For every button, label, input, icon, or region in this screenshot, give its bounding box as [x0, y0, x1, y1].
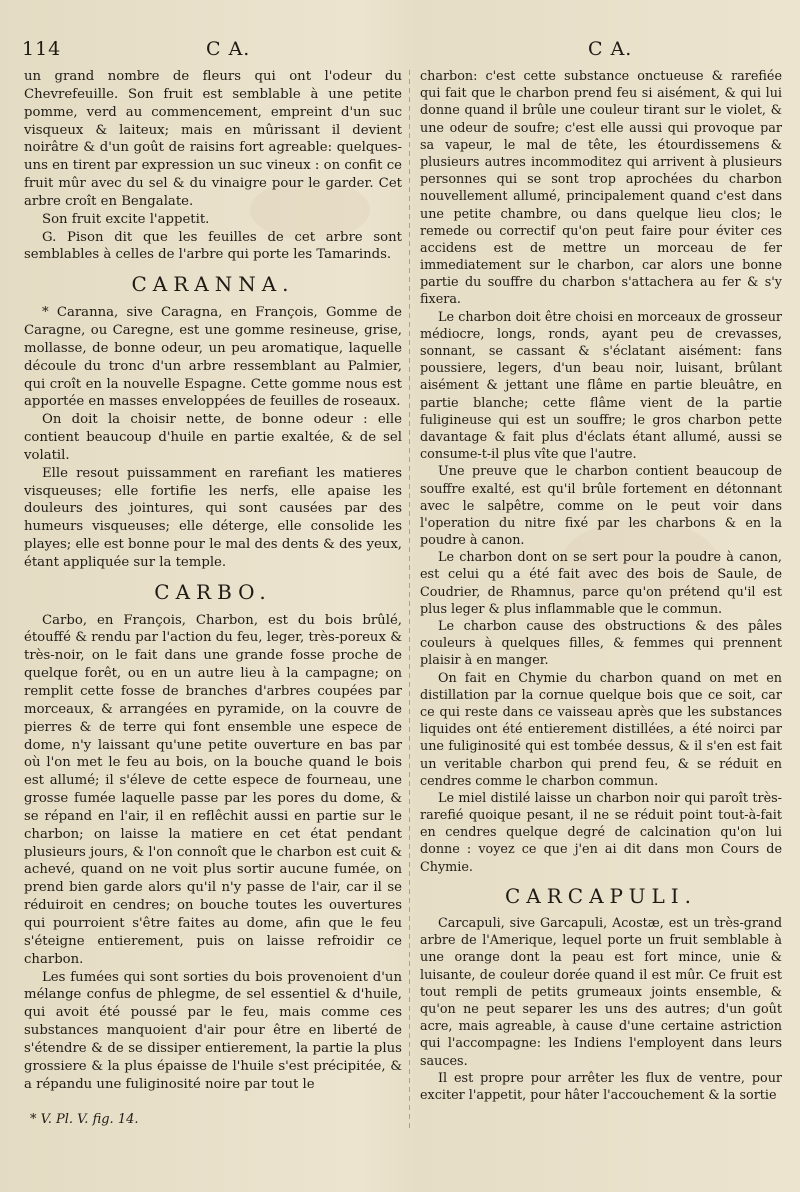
paragraph: Le miel distilé laisse un charbon noir qui paroît très-rarefié quoique pesant, il ne se réduit point tout-à-fait en cendres quelque degré de calcination qu'on lui donne : voyez ce que j'en ai dit dans mon Cours de Chymie. [420, 790, 782, 875]
paragraph: Carbo, en François, Charbon, est du bois brûlé, étouffé & rendu par l'action du feu, leger, très-poreux & très-noir, on le fait dans une grande fosse proche de quelque forêt, ou en un autre lieu à la campagne; on remplit cette fosse de branches d'arbres coupées par morceaux, & arrangées en pyramide, on la couvre de pierres & de terre qui font ensemble une espece de dome, n'y laissant qu'une petite ouverture en bas par où l'on met le feu au bois, on la bouche quand le bois est allumé; il s'éleve de cette espece de fourneau, une grosse fumée laquelle passe par les pores du dome, & se répand en l'air, il en reflêchit aussi en partie sur le charbon; on laisse la matiere en cet état pendant plusieurs jours, & l'on connoît que le charbon est cuit & achevé, quand on ne voit plus sortir aucune fumée, on prend bien garde alors qu'il n'y passe de l'air, car il se réduiroit en cendres; on bouche toutes les ouvertures qui pourroient s'être faites au dome, afin que le feu s'éteigne entierement, puis on laisse refroidir ce charbon. [24, 612, 402, 967]
paragraph: Il est propre pour arrêter les flux de ventre, pour exciter l'appetit, pour hâter l'accouchement & la sortie [420, 1070, 782, 1103]
paragraph: G. Pison dit que les feuilles de cet arbre sont semblables à celles de l'arbre qui porte les Tamarinds. [24, 229, 402, 263]
entry-heading-caranna: CARANNA. [131, 272, 295, 297]
running-head-left: C A. [206, 38, 251, 60]
paragraph: Le charbon doit être choisi en morceaux de grosseur médiocre, longs, ronds, ayant peu de crevasses, sonnant, se cassant & s'éclatant aisément: fans poussiere, legers, d'un beau noir, luisant, brûlant aisément & jettant une flâme en partie bleuâtre, en partie blanche; cette flâme vient de la partie fuligineuse qui est un souffre; le gros charbon pette davantage & fait plus d'éclats étant allumé, aussi se consume-t-il plus vîte que l'autre. [420, 309, 782, 463]
paragraph: On doit la choisir nette, de bonne odeur : elle contient beaucoup d'huile en partie exaltée, & de sel volatil. [24, 412, 402, 463]
paragraph: Le charbon cause des obstructions & des pâles couleurs à quelques filles, & femmes qui prennent plaisir à en manger. [420, 619, 782, 669]
paragraph: un grand nombre de fleurs qui ont l'odeur du Chevrefeuille. Son fruit est semblable à une petite pomme, verd au commencement, empreint d'un suc visqueux & laiteux; mais en mûrissant il devient noirâtre & d'un goût de raisins fort agreable: quelques-uns en tirent par expression un suc vineux : on confit ce fruit mûr avec du sel & du vinaigre pour le garder. Cet arbre croît en Bengalate. [24, 69, 402, 209]
plate-reference-note: * V. Pl. V. fig. 14. [30, 1112, 139, 1127]
paragraph: Les fumées qui sont sorties du bois provenoient d'un mélange confus de phlegme, de sel essentiel & d'huile, qui avoit été poussé par le feu, mais comme ces substances manquoient d'air pour être en liberté de s'étendre & de se dissiper entierement, la partie la plus grossiere & la plus épaisse de l'huile s'est précipitée, & a répandu une fuliginosité noire par tout le [24, 969, 402, 1092]
column-divider [409, 70, 410, 1130]
right-column [420, 68, 782, 1104]
page-number: 114 [22, 38, 62, 60]
left-column [24, 68, 402, 1093]
paragraph: Son fruit excite l'appetit. [42, 211, 210, 227]
paragraph: Elle resout puissamment en rarefiant les matieres visqueuses; elle fortifie les nerfs, elle apaise les douleurs des jointures, qui sont causées par des humeurs visqueuses; elle déterge, elle consolide les playes; elle est bonne pour le mal des dents & des yeux, étant appliquée sur la temple. [24, 465, 402, 570]
paragraph: On fait en Chymie du charbon quand on met en distillation par la cornue quelque bois que ce soit, car ce qui reste dans ce vaisseau après que les substances liquides ont été entierement distillées, a été noirci par une fuliginosité qui est tombée dessus, & il s'en est fait un veritable charbon qui prend feu, & se réduit en cendres comme le charbon commun. [420, 670, 782, 789]
paragraph: Une preuve que le charbon contient beaucoup de souffre exalté, est qu'il brûle fortement en détonnant avec le salpêtre, comme on le peut voir dans l'operation du nitre fixé par les charbons & en la poudre à canon. [420, 464, 782, 549]
running-head-right: C A. [588, 38, 633, 60]
paragraph: Le charbon dont on se sert pour la poudre à canon, est celui qu a été fait avec des bois de Saule, de Coudrier, de Rhamnus, parce qu'on prétend qu'il est plus leger & plus inflammable que le commun. [420, 550, 782, 617]
paragraph: * Caranna, sive Caragna, en François, Gomme de Caragne, ou Caregne, est une gomme resineuse, grise, mollasse, de bonne odeur, un peu aromatique, laquelle découle du tronc d'un arbre ressemblant au Palmier, qui croît en la nouvelle Espagne. Cette gomme nous est apportée en masses enveloppées de feuilles de roseaux. [24, 305, 402, 410]
paragraph: Carcapuli, sive Garcapuli, Acostæ, est un très-grand arbre de l'Amerique, lequel porte un fruit semblable à une orange dont la peau est fort mince, unie & luisante, de couleur dorée quand il est mûr. Ce fruit est tout rempli de petits grumeaux joints ensemble, & qu'on ne peut separer les uns des autres; d'un goût acre, mais agreable, à cause d'une certaine astriction qui l'accompagne: les Indiens l'employent dans leurs sauces. [420, 916, 782, 1069]
paragraph: charbon: c'est cette substance onctueuse & rarefiée qui fait que le charbon prend feu si aisément, & qui lui donne quand il brûle une couleur tirant sur le violet, & une odeur de soufre; c'est elle aussi qui provoque par sa vapeur, le mal de tête, les étourdissemens & plusieurs autres incommoditez qui arrivent à plusieurs personnes qui se sont trop aprochées du charbon nouvellement allumé, principalement quand c'est dans une petite chambre, ou dans quelque lieu clos; le remede ou correctif qu'on peut faire pour éviter ces accidens est de mettre un morceau de fer immediatement sur le charbon, car alors une bonne partie du souffre du charbon s'attachera au fer & s'y fixera. [420, 69, 782, 308]
entry-heading-carcapuli: CARCAPULI. [504, 883, 698, 908]
entry-heading-carbo: CARBO. [154, 579, 272, 604]
